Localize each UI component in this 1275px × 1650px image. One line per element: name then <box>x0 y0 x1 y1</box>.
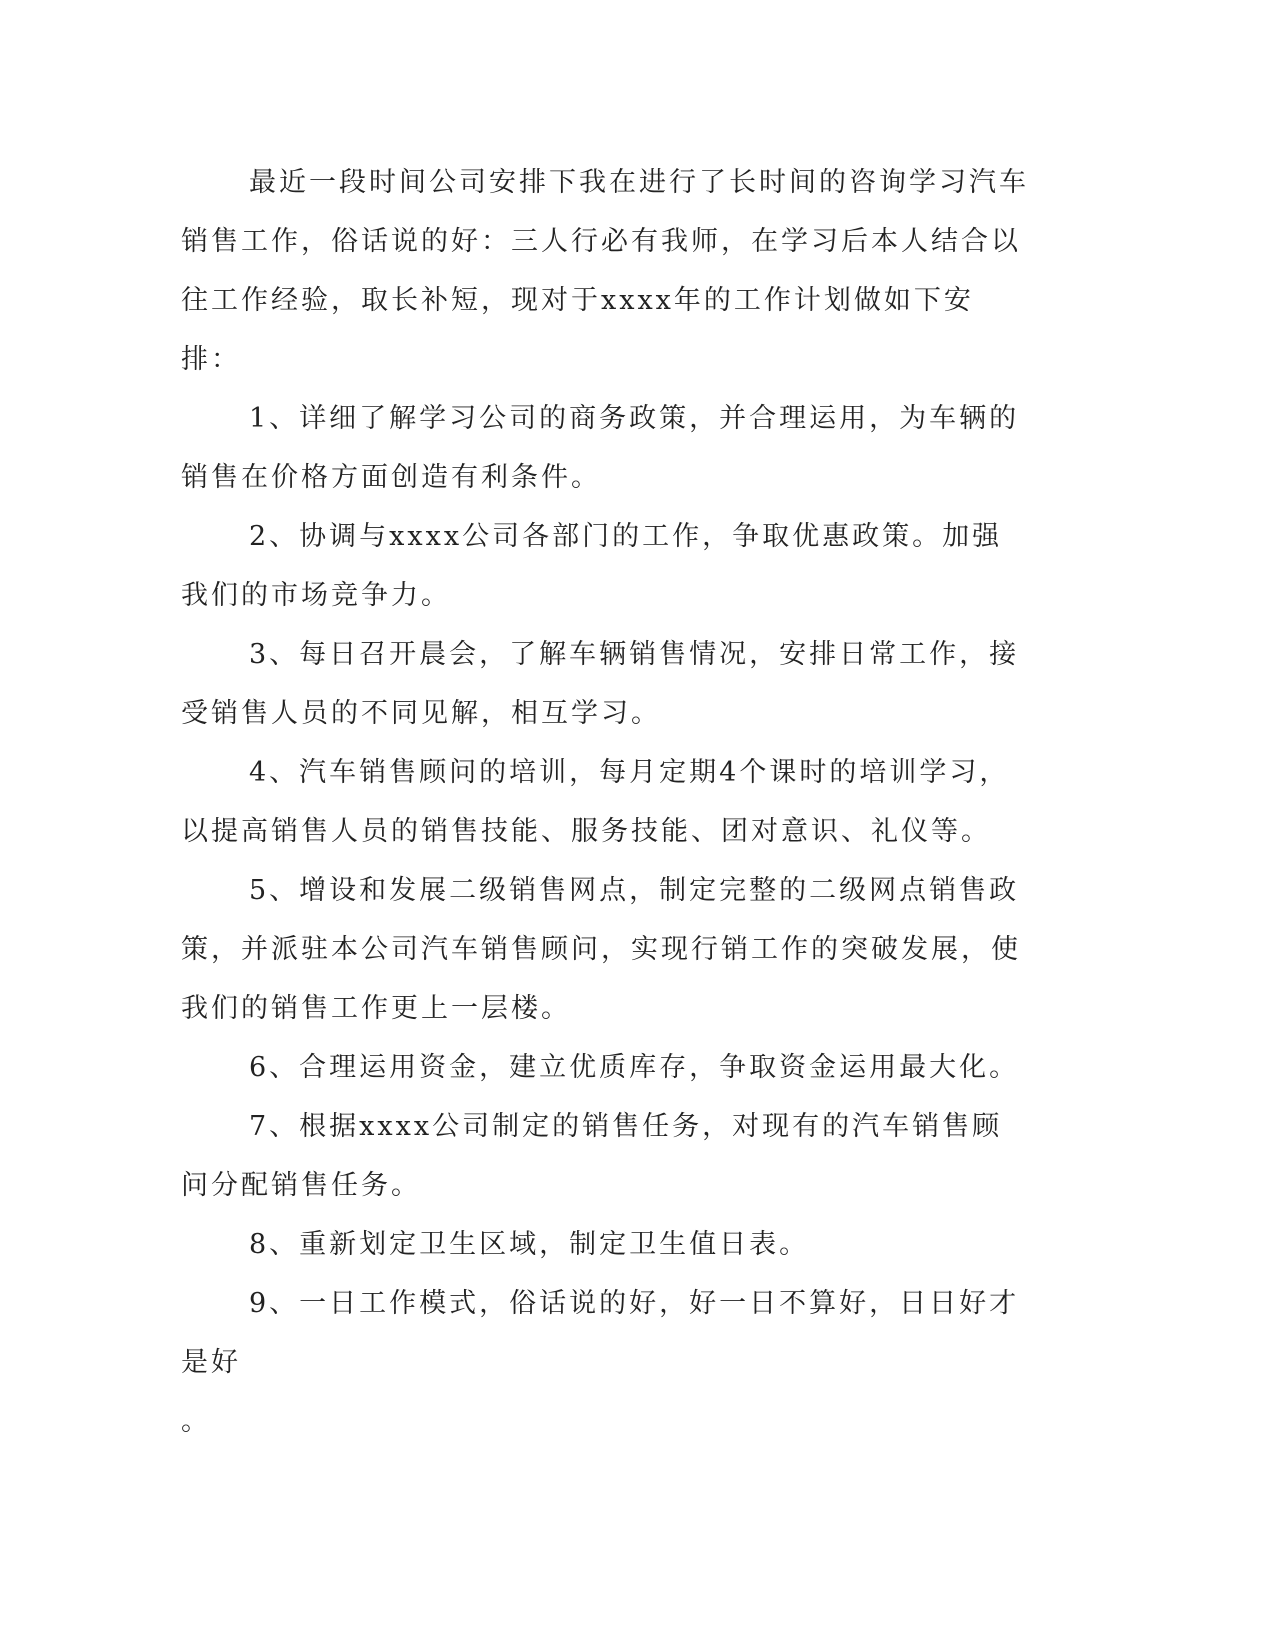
paragraph-item-5: 5、增设和发展二级销售网点，制定完整的二级网点销售政策，并派驻本公司汽车销售顾问，实现行销工作的突破发展，使我们的销售工作更上一层楼。 <box>181 875 1021 1024</box>
paragraph-item-7: 7、根据xxxx公司制定的销售任务，对现有的汽车销售顾问分配销售任务。 <box>181 1111 1003 1201</box>
paragraph-intro: 最近一段时间公司安排下我在进行了长时间的咨询学习汽车销售工作，俗话说的好：三人行必有我师，在学习后本人结合以往工作经验，取长补短，现对于xxxx年的工作计划做如下安排： <box>181 167 1029 375</box>
paragraph-item-4: 4、汽车销售顾问的培训，每月定期4个课时的培训学习，以提高销售人员的销售技能、服务技能、团对意识、礼仪等。 <box>181 757 1010 847</box>
paragraph-item-3: 3、每日召开晨会，了解车辆销售情况，安排日常工作，接受销售人员的不同见解，相互学习。 <box>181 639 1020 729</box>
paragraph-item-9: 9、一日工作模式，俗话说的好，好一日不算好，日日好才是好 <box>181 1288 1020 1378</box>
paragraph-trailing-mark: 。 <box>181 1406 211 1437</box>
paragraph-item-6: 6、合理运用资金，建立优质库存，争取资金运用最大化。 <box>249 1052 1020 1083</box>
paragraph-item-1: 1、详细了解学习公司的商务政策，并合理运用，为车辆的销售在价格方面创造有利条件。 <box>181 403 1020 493</box>
paragraph-item-8: 8、重新划定卫生区域，制定卫生值日表。 <box>249 1229 810 1260</box>
document-body <box>181 153 1031 1451</box>
paragraph-item-2: 2、协调与xxxx公司各部门的工作，争取优惠政策。加强我们的市场竞争力。 <box>181 521 1003 611</box>
